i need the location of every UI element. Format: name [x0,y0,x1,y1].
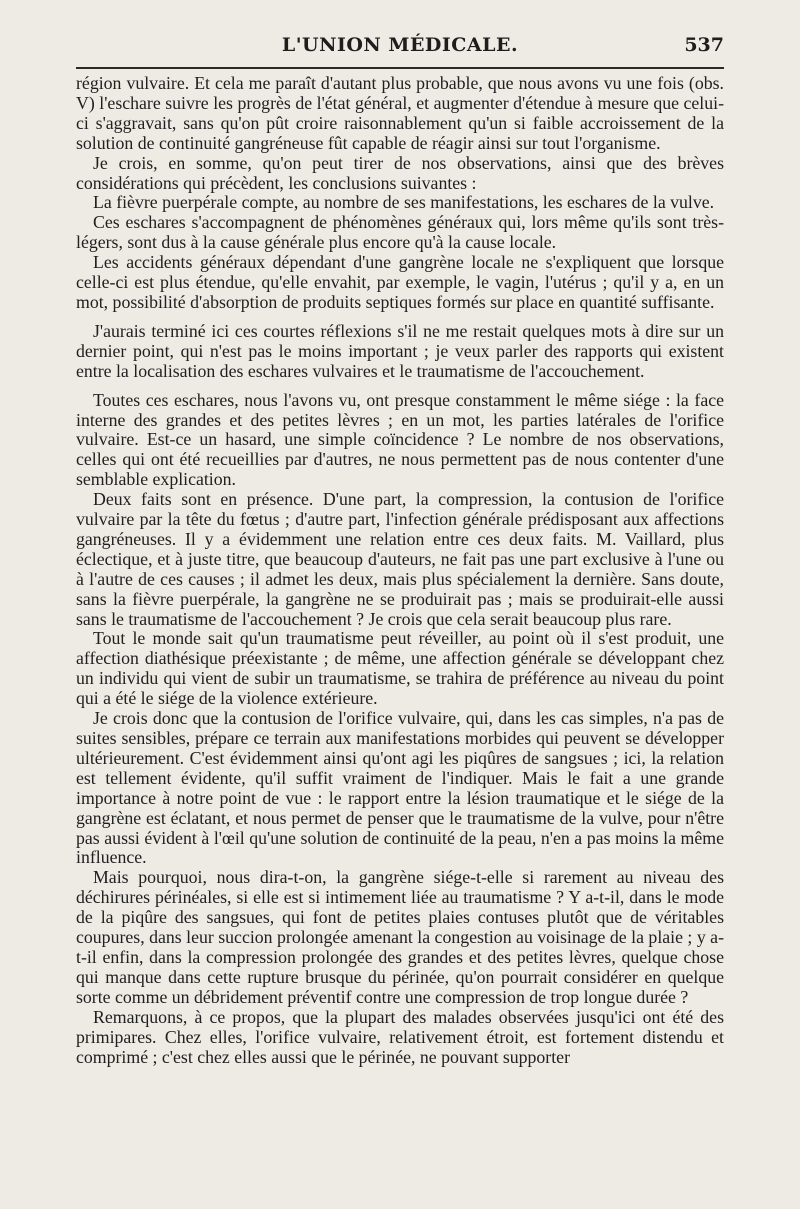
paragraph: Deux faits sont en présence. D'une part, la compression, la contusion de l'orifice vulvaire par la tête du fœtus ; d'autre part, l'infection générale prédisposant aux affections gangréneuses. Il y a évidemment une relation entre ces deux faits. M. Vaillard, plus éclectique, et à juste titre, que beaucoup d'auteurs, ne fait pas une part exclusive à l'une ou à l'autre de ces causes ; il admet les deux, mais plus spécialement la dernière. Sans doute, sans la fièvre puerpérale, la gangrène ne se produirait pas ; mais se produirait-elle aussi sans le traumatisme de l'accouchement ? Je crois que cela serait beaucoup plus rare. [76,489,724,629]
paragraph: Je crois donc que la contusion de l'orifice vulvaire, qui, dans les cas simples, n'a pas de suites sensibles, prépare ce terrain aux manifestations morbides qui peuvent se développer ultérieurement. C'est évidemment ainsi qu'ont agi les piqûres de sangsues ; ici, la relation est tellement évidente, qu'il suffit vraiment de l'indiquer. Mais le fait a une grande importance à notre point de vue : le rapport entre la lésion traumatique et le siége de la gangrène est éclatant, et nous permet de penser que le traumatisme de la vulve, pour n'être pas aussi évident à l'œil qu'une solution de continuité de la peau, n'en a pas moins la même influence. [76,708,724,868]
paragraph: Toutes ces eschares, nous l'avons vu, ont presque constamment le même siége : la face interne des grandes et des petites lèvres ; en un mot, les parties latérales de l'orifice vulvaire. Est-ce un hasard, une simple coïncidence ? Le nombre de nos observations, celles qui ont été recueillies par d'autres, ne nous permettent pas de nous contenter d'une semblable explication. [76,389,724,490]
page-number: 537 [684,34,724,56]
paragraph: région vulvaire. Et cela me paraît d'autant plus probable, que nous avons vu une fois (obs. V) l'eschare suivre les progrès de l'état général, et augmenter d'étendue à mesure que celui-ci s'aggravait, sans qu'on pût croire raisonnablement qu'un si faible accroissement de la solution de continuité gangréneuse fût capable de réagir ainsi sur tout l'organisme. [76,73,724,153]
paragraph: Mais pourquoi, nous dira-t-on, la gangrène siége-t-elle si rarement au niveau des déchirures périnéales, si elle est si intimement liée au traumatisme ? Y a-t-il, dans le mode de la piqûre des sangsues, qui font de petites plaies contuses plutôt que de véritables coupures, dans leur succion prolongée amenant la congestion au voisinage de la plaie ; y a-t-il enfin, dans la compression prolongée des grandes et des petites lèvres, quelque chose qui manque dans cette rupture brusque du périnée, qu'on pourrait considérer en quelque sorte comme un débridement préventif contre une compression de trop longue durée ? [76,867,724,1007]
paragraph: Je crois, en somme, qu'on peut tirer de nos observations, ainsi que des brèves considérations qui précèdent, les conclusions suivantes : [76,152,724,193]
body-text [76,74,724,1067]
paragraph: Les accidents généraux dépendant d'une gangrène locale ne s'expliquent que lorsque celle-ci est plus étendue, qu'elle envahit, par exemple, le vagin, l'utérus ; qu'il y a, en un mot, possibilité d'absorption de produits septiques formés sur place en quantité suffisante. [76,252,724,312]
paragraph: J'aurais terminé ici ces courtes réflexions s'il ne me restait quelques mots à dire sur un dernier point, qui n'est pas le moins important ; je veux parler des rapports qui existent entre la localisation des eschares vulvaires et le traumatisme de l'accouchement. [76,320,724,381]
paragraph: La fièvre puerpérale compte, au nombre de ses manifestations, les eschares de la vulve. [93,192,715,213]
page-header [76,34,724,62]
paragraph: Remarquons, à ce propos, que la plupart des malades observées jusqu'ici ont été des primipares. Chez elles, l'orifice vulvaire, relativement étroit, est fortement distendu et comprimé ; c'est chez elles aussi que le périnée, ne pouvant supporter [76,1006,724,1067]
running-head: L'UNION MÉDICALE. [281,34,519,56]
paragraph: Ces eschares s'accompagnent de phénomènes généraux qui, lors même qu'ils sont très-légers, sont dus à la cause générale plus encore qu'à la cause locale. [76,212,724,253]
paragraph: Tout le monde sait qu'un traumatisme peut réveiller, au point où il s'est produit, une affection diathésique préexistante ; de même, une affection générale se développant chez un individu qui vient de subir un traumatisme, se trahira de préférence au niveau du point qui a été le siége de la violence extérieure. [76,628,724,709]
header-rule [76,67,724,69]
